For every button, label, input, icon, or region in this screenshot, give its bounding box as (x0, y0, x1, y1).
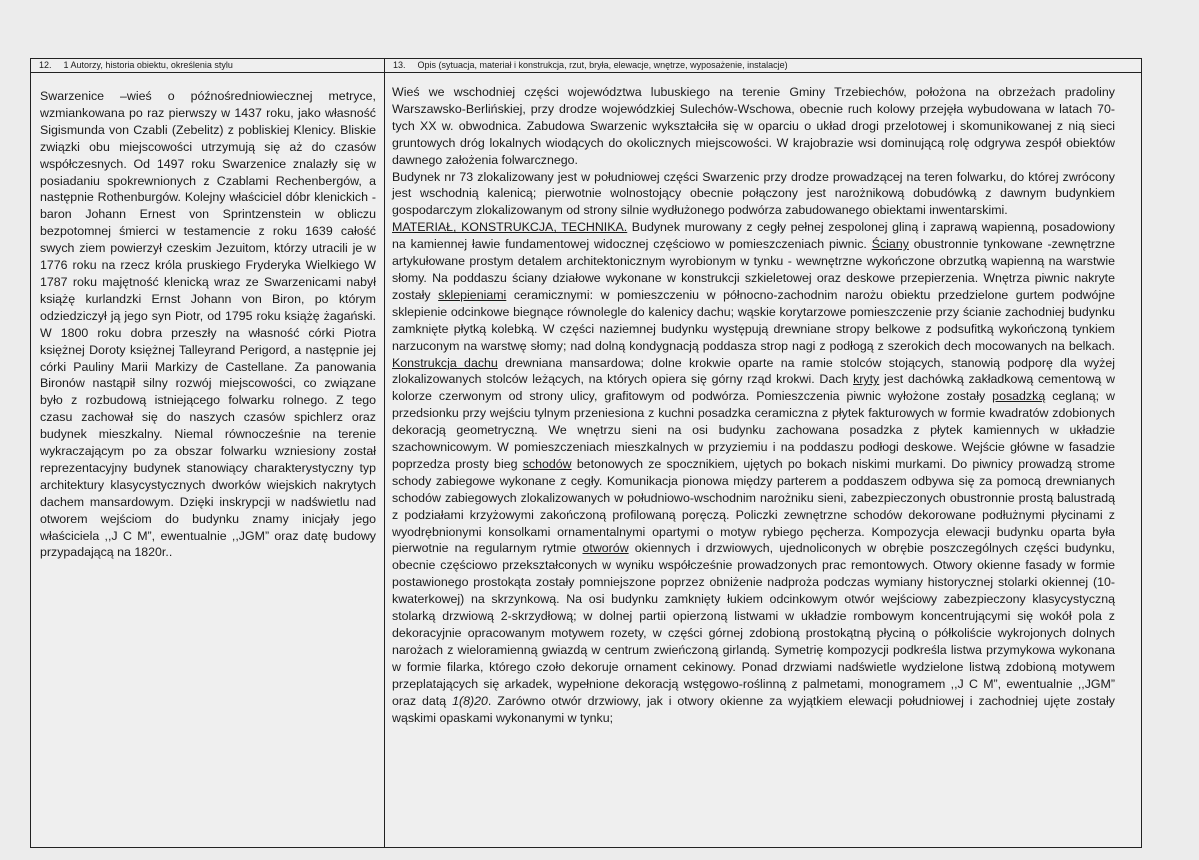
text-run: ceramicznymi: w pomieszczeniu w północno-zachodnim narożu obiektu przedzielone gurtem podwójne sklepienie odcinkowe biegnące równolegle do kalenicy dachu; wąskie korytarzowe pomieszczenie przy ścianie zachodniej budynku zamknięte płytką kolebką. W części naziemnej budynku występują drewniane stropy belkowe z podsufitką wykończoną tynkiem narzuconym na warstwę słomy; nad dolną kondygnacją poddasza strop nagi z podłogą z szerokich dech mocowanych na belkach. (392, 287, 1115, 353)
description-header (385, 59, 1141, 73)
history-column (31, 59, 385, 847)
term-stairs: schodów (522, 456, 572, 471)
term-walls: Ściany (871, 237, 909, 252)
text-run: drewniana mansardowa; dolne krokwie oparte na ramie stolców stojących, stanowią podporę dla wyżej zlokalizowanych stolców leżących, na których opiera się górny rząd krokwi. Dach (392, 355, 1115, 387)
section-title: Opis (sytuacja, materiał i konstrukcja, rzut, bryła, elewacje, wnętrze, wyposażenie, instalacje) (417, 60, 788, 70)
section-title: 1 Autorzy, historia obiektu, określenia stylu (63, 60, 233, 70)
text-run: ceglaną; w przedsionku przy wejściu tylnym przeniesiona z kuchni posadzka ceramiczna z płytek fakturowych w formie kwadratów zdobionych dekoracją geometryczną. We wnętrzu sieni na osi budynku zachowana posadzka z płytek kamiennych w układzie szachownicowym. W pomieszczeniach mieszkalnych w przyziemiu i na poddaszu podłogi deskowe. Wejście główne w fasadzie poprzedza prosty bieg (392, 389, 1115, 471)
text-run: betonowych ze spocznikiem, ujętych po bokach niskimi murkami. Do piwnicy prowadzą strome schody zabiegowe wykonane z cegły. Komunikacja pionowa między parterem a poddaszem odbywa się za pomocą drewnianych schodów zabiegowych zlokalizowanych w południowo-wschodnim narożniku sieni, zabezpieczonych obustronnie prostą balustradą z podziałami krzyżowymi zakończoną profilowaną poręczą. Policzki zewnętrzne schodów dekorowane podłużnymi płycinami z wyodrębnionymi konsolkami ornamentalnymi opartymi o motyw rybiego pęcherza. Kompozycja elewacji budynku oparta była pierwotnie na regularnym rytmie (392, 456, 1116, 556)
date-inscription: 1(8)20 (452, 693, 488, 708)
term-roof: Konstrukcja dachu (392, 355, 498, 370)
term-openings: otworów (582, 541, 629, 556)
paragraph-building: Budynek nr 73 zlokalizowany jest w południowej części Swarzenic przy drodze prowadzącej na teren folwarku, do której zwrócony jest wschodnią kalenicą; pierwotnie wolnostojący obecnie połączony jest narożnikową dobudówką z dawnym budynkiem gospodarczym zlokalizowanym od strony silnie wydłużonego podwórza zabudowanego obiektami inwentarskimi. (392, 169, 1115, 218)
text-run: obustronnie tynkowane -zewnętrzne artykułowane prostym detalem architektonicznym wyrobionym w tynku - wewnętrzne wykończone obrzutką wapienną na warstwie słomy. Na poddaszu ściany działowe wykonane w konstrukcji szkieletowej oraz deskowe przepierzenia. Wnętrza piwnic nakryte zostały (392, 237, 1115, 302)
term-covered: kryty (853, 372, 880, 387)
history-header (31, 59, 384, 73)
section-number: 13. (393, 60, 406, 70)
term-floor: posadzką (992, 389, 1046, 404)
text-run: jest dachówką zakładkową cementową w kolorze czerwonym od strony ulicy, grafitowym od podwórza. Pomieszczenia piwnic wyłożone zostały (392, 372, 1115, 404)
text-run: . Zarówno otwór drzwiowy, jak i otwory okienne za wyjątkiem elewacji południowej i zachodniej ujęte zostały wąskimi opaskami wykonanymi w tynku; (392, 693, 1115, 725)
section-number: 12. (39, 60, 52, 70)
paragraph-materials (392, 219, 1115, 726)
history-text: Swarzenice –wieś o późnośredniowiecznej metryce, wzmiankowana po raz pierwszy w 1437 roku, jako własność Sigismunda von Czabli (Zebelitz) z pobliskiej Klenicy. Bliskie związki obu miejscowości utrzymują się aż do czasów współczesnych. Od 1497 roku Swarzenice znalazły się w posiadaniu spokrewnionych z Czablami Rechenbergów, a następnie Rothenburgów. Kolejny właściciel dóbr klenickich -baron Johann Ernest von Sprintzenstein w obliczu bezpotomnej śmierci w testamencie z roku 1639 całość swych ziem powierzył czeskim Jezuitom, którzy utracili je w 1776 roku na rzecz króla pruskiego Fryderyka Wielkiego W 1787 roku majętność klenicką wraz ze Swarzenicami nabył książę kurlandzki Ernst Johann von Biron, po którym odziedziczył ją jego syn Piotr, od 1795 roku książę żagański. W 1800 roku dobra przeszły na własność córki Piotra księżnej Doroty księżnej Talleyrand Perigord, a następnie jej córki Pauliny Marii Markizy de Castellane. Za panowania Bironów nastąpił silny rozwój miejscowości, co związane było z rozbudową istniejącego folwarku rolnego. Z tego czasu zachował się do naszych czasów spichlerz oraz budynek mieszkalny. Niemal równocześnie na terenie wykraczającym po za obszar folwarku wzniesiony został reprezentacyjny budynek stanowiący charakterystyczny typ architektury klasycystycznych dworków wiejskich nakrytych dachem mansardowym. Dzięki inskrypcji w nadświetlu nad otworem wejściom do budynku znamy inicjały jego właściciela ,,J C M”, ewentualnie ,,JGM” oraz datę budowy przypadającą na 1820r.. (40, 89, 376, 560)
description-text (392, 84, 1115, 726)
paragraph-location: Wieś we wschodniej części województwa lubuskiego na terenie Gminy Trzebiechów, położona na obrzeżach pradoliny Warszawsko-Berlińskiej, przy drodze wojewódzkiej Sulechów-Wschowa, obecnie ruch kolowy przejęła wybudowana w latach 70-tych XX w. obwodnica. Zabudowa Swarzenic wykształciła się w oparciu o układ drogi przelotowej i skomunikowanej z nią sieci gruntowych dróg lokalnych wiodących do okolicznych miejscowości. W krajobrazie wsi dominującą rolę odgrywa zespół obiektów dawnego założenia folwarcznego. (392, 85, 1115, 167)
term-vaults: sklepieniami (438, 287, 507, 302)
description-column (385, 59, 1141, 847)
form-sheet (30, 58, 1142, 848)
text-run: okiennych i drzwiowych, ujednoliconych w obrębie poszczególnych części budynku, obecnie częściowo przekształconych w wyniku współcześnie prowadzonych prac remontowych. Otwory okienne fasady w formie postawionego prostokąta zostały pomniejszone poprzez obniżenie nadproża podczas wymiany historycznej stolarki okiennej (10-kwaterkowej) na skrzynkową. Na osi budynku zamknięty łukiem odcinkowym otwór wejściowy zabezpieczony klasycystyczną stolarką drzwiową 2-skrzydłową; w dolnej partii opierzoną listwami w układzie rombowym koncentrującymi się wokół pola z dekoracyjnie opracowanym motywem rozety, w części górnej zdobioną prostokątną płyciną o półkoliście wykrojonych dolnych narożach z wieloramienną gwiazdą w centrum zwieńczoną girlandą. Symetrię kompozycji podkreśla listwa przymykowa wykonana w formie filarka, którego czoło dekoruje ornament cekinowy. Ponad drzwiami nadświetle wydzielone listwą zdobioną motywem przeplatających się arkadek, wypełnione dekoracją wstęgowo-roślinną z palmetami, monogramem ,,J C M”, ewentualnie ,,JGM” oraz datą (392, 541, 1115, 708)
subheading-materials: MATERIAŁ, KONSTRUKCJA, TECHNIKA. (392, 220, 628, 235)
text-run: Budynek murowany z cegły pełnej zespolonej gliną i zaprawą wapienną, posadowiony na kamiennej ławie fundamentowej widocznej częściowo w pomieszczeniach piwnic. (392, 220, 1116, 252)
